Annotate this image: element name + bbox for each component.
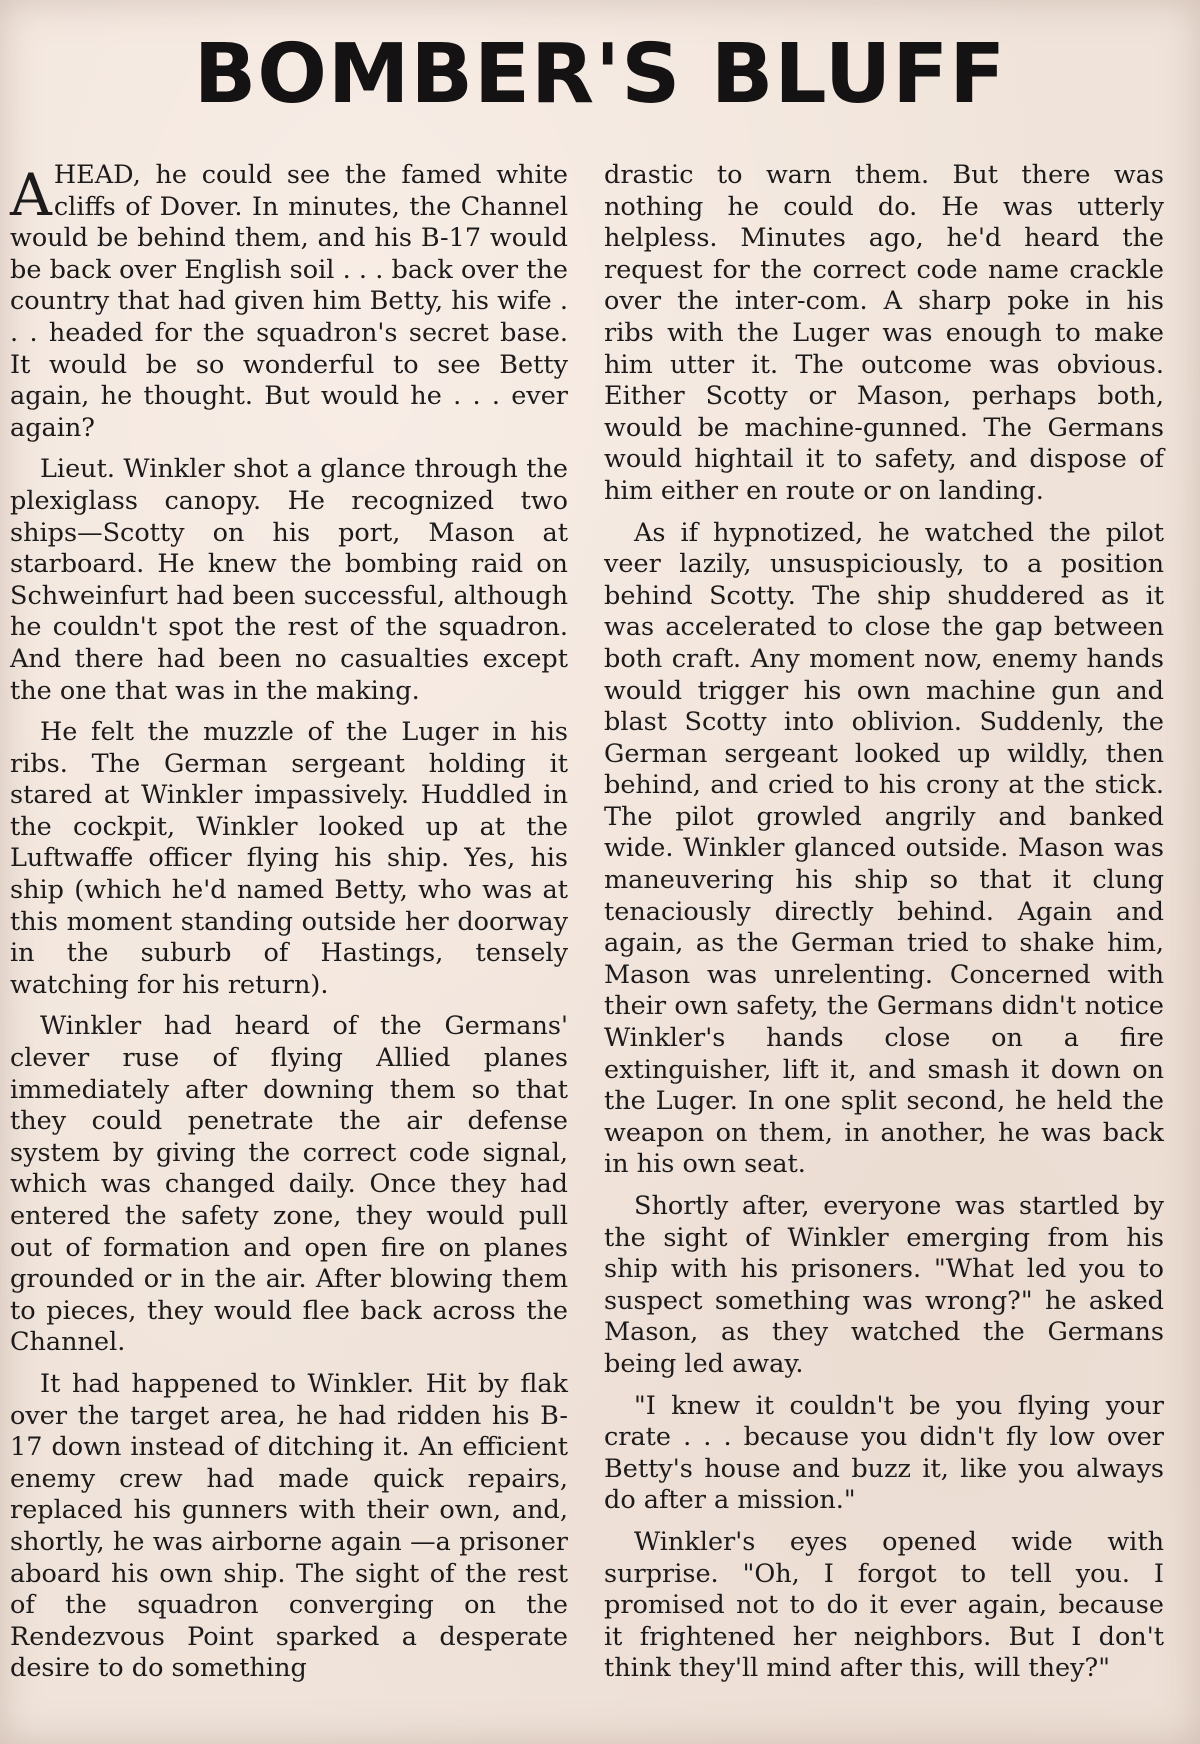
paragraph-4: Winkler had heard of the Germans' clever ruse of flying Allied planes immediately after downing them so that they could penetrate the air defense system by giving the correct code signal, which was changed daily. Once they had entered the safety zone, they would pull out of formation and open fire on planes grounded or in the air. After blowing them to pieces, they would flee back across the Channel. [10, 1011, 568, 1358]
paragraph-3: He felt the muzzle of the Luger in his ribs. The German sergeant holding it stared at Winkler impassively. Huddled in the cockpit, Winkler looked up at the Luftwaffe officer flying his ship. Yes, his ship (which he'd named Betty, who was at this moment standing outside her doorway in the suburb of Hastings, tensely watching for his return). [10, 717, 568, 1000]
paragraph-10: Winkler's eyes opened wide with surprise. "Oh, I forgot to tell you. I promised not to do it ever again, because it frightened her neighbors. But I don't think they'll mind after this, will they?" [604, 1526, 1164, 1684]
paragraph-7: As if hypnotized, he watched the pilot veer lazily, unsuspiciously, to a position behind Scotty. The ship shuddered as it was accelerated to close the gap between both craft. Any moment now, enemy hands would trigger his own machine gun and blast Scotty into oblivion. Suddenly, the German sergeant looked up wildly, then behind, and cried to his crony at the stick. The pilot growled angrily and banked wide. Winkler glanced outside. Mason was maneuvering his ship so that it clung tenaciously directly behind. Again and again, as the German tried to shake him, Mason was unrelenting. Concerned with their own safety, the Germans didn't notice Winkler's hands close on a fire extinguisher, lift it, and smash it down on the Luger. In one split second, he held the weapon on them, in another, he was back in his own seat. [604, 517, 1164, 1180]
story-title: BOMBER'S BLUFF [193, 27, 1007, 122]
paragraph-5: It had happened to Winkler. Hit by flak over the target area, he had ridden his B-17 down instead of ditching it. An efficient enemy crew had made quick repairs, replaced his gunners with their own, and, shortly, he was airborne again —a prisoner aboard his own ship. The sight of the rest of the squadron converging on the Rendezvous Point sparked a desperate desire to do something [10, 1368, 568, 1684]
right-column [604, 160, 1164, 1695]
paragraph-2: Lieut. Winkler shot a glance through the plexiglass canopy. He recognized two ships—Scotty on his port, Mason at starboard. He knew the bombing raid on Schweinfurt had been successful, although he couldn't spot the rest of the squadron. And there had been no casualties except the one that was in the making. [10, 454, 568, 706]
paragraph-1 [10, 160, 568, 444]
paragraph-8: Shortly after, everyone was startled by the sight of Winkler emerging from his ship with his prisoners. "What led you to suspect something was wrong?" he asked Mason, as they watched the Germans being led away. [604, 1191, 1164, 1379]
paragraph-9: "I knew it couldn't be you flying your crate . . . because you didn't fly low over Betty's house and buzz it, like you always do after a mission." [604, 1390, 1164, 1516]
paragraph-6: drastic to warn them. But there was nothing he could do. He was utterly helpless. Minutes ago, he'd heard the request for the correct code name crackle over the inter-com. A sharp poke in his ribs with the Luger was enough to make him utter it. The outcome was obvious. Either Scotty or Mason, perhaps both, would be machine-gunned. The Germans would hightail it to safety, and dispose of him either en route or on landing. [604, 160, 1164, 506]
drop-cap: A [10, 161, 52, 229]
paragraph-1-text: HEAD, he could see the famed white cliffs of Dover. In minutes, the Channel would be behind them, and his B-17 would be back over English soil . . . back over the country that had given him Betty, his wife . . . headed for the squadron's secret base. It would be so wonderful to see Betty again, he thought. But would he . . . ever again? [10, 160, 568, 443]
left-column [10, 160, 568, 1695]
